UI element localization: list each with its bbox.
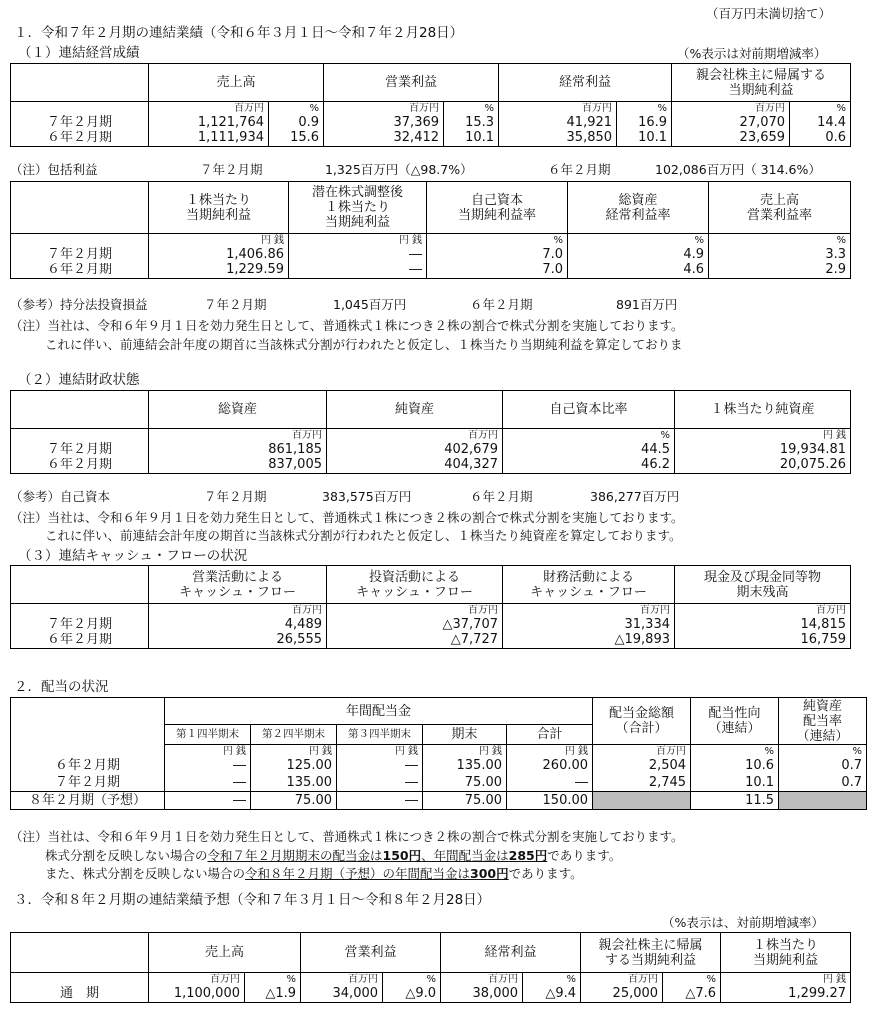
dividend-corner-lower [11, 725, 165, 745]
cell-sales: 1,100,000 [149, 986, 245, 1003]
cashflow-header-inv: 投資活動による キャッシュ・フロー [327, 566, 503, 604]
cell-assets: 861,185 [149, 442, 327, 458]
dividend-header-end: 期末 [423, 725, 507, 745]
unit-label: % [568, 234, 709, 247]
cell-diluted: ― [289, 247, 427, 263]
row-label: ６年２月期 [11, 263, 149, 279]
cell-op-cf: 4,489 [149, 617, 327, 633]
cell-margin: 3.3 [709, 247, 851, 263]
pershare-unit-label [11, 234, 149, 247]
unit-label: 百万円 [503, 604, 675, 617]
results-header-net: 親会社株主に帰属する 当期純利益 [672, 64, 851, 102]
pershare-corner [11, 182, 149, 234]
row-label: ６年２月期 [11, 633, 149, 649]
cell-total: 260.00 [507, 758, 593, 775]
unit-label: % [663, 973, 721, 986]
cell-roe: 7.0 [427, 247, 568, 263]
cell-net-pct: △7.6 [663, 986, 721, 1003]
forecast-corner [11, 933, 149, 973]
unit-label: 百万円 [593, 745, 691, 758]
cashflow-header-cash: 現金及び現金同等物 期末残高 [675, 566, 851, 604]
unit-label: 百万円 [675, 604, 851, 617]
table-row [11, 115, 851, 131]
pershare-header-eps: １株当たり 当期純利益 [149, 182, 289, 234]
table-row [11, 792, 867, 810]
pershare-header-roa: 総資産 経常利益率 [568, 182, 709, 234]
cell-roe: 7.0 [427, 263, 568, 279]
unit-label: % [709, 234, 851, 247]
unit-label: % [691, 745, 779, 758]
cell-amount: 2,504 [593, 758, 691, 775]
results-header-sales: 売上高 [149, 64, 324, 102]
pershare-note-2: これに伴い、前連結会計年度の期首に当該株式分割が行われたと仮定し、１株当たり当期純利益を算定しておりま [45, 337, 683, 352]
table-row [11, 775, 867, 792]
cell-doe: 0.7 [779, 758, 867, 775]
dividend-note-1: （注）当社は、令和６年９月１日を効力発生日として、普通株式１株につき２株の割合で株式分割を実施しております。 [10, 829, 684, 844]
equity-fy7: ７年２月期 [204, 489, 267, 504]
equity-method-fy6: ６年２月期 [470, 297, 533, 312]
unit-label: 円 銭 [721, 973, 851, 986]
cell-q1: ― [165, 758, 251, 775]
cell-eps: 1,406.86 [149, 247, 289, 263]
cashflow-corner [11, 566, 149, 604]
cashflow-title: （３）連結キャッシュ・フローの状況 [18, 548, 248, 564]
unit-label: 百万円 [441, 973, 523, 986]
financial-unit-label [11, 429, 149, 442]
forecast-title: ３．令和８年２月期の連結業績予想（令和７年３月１日～令和８年２月28日） [14, 892, 491, 908]
cell-ratio: 44.5 [503, 442, 675, 458]
cell-q3: ― [337, 758, 423, 775]
cashflow-unit-label [11, 604, 149, 617]
forecast-header-sales: 売上高 [149, 933, 301, 973]
dividend-header-q2: 第２四半期末 [251, 725, 337, 745]
row-label: ８年２月期（予想） [11, 792, 165, 810]
cell-ord: 38,000 [441, 986, 523, 1003]
unit-label: 円 銭 [675, 429, 851, 442]
cell-net-pct: 14.4 [790, 115, 851, 131]
dividend-table [10, 697, 867, 810]
comprehensive-fy6: ６年２月期 [548, 162, 611, 177]
forecast-header-eps: １株当たり 当期純利益 [721, 933, 851, 973]
row-label: ６年２月期 [11, 458, 149, 474]
cell-ord-pct: △9.4 [523, 986, 581, 1003]
table-row [11, 458, 851, 474]
unit-label: 円 銭 [423, 745, 507, 758]
cell-net: 25,000 [581, 986, 663, 1003]
cashflow-header-fin: 財務活動による キャッシュ・フロー [503, 566, 675, 604]
forecast-table [10, 932, 851, 1003]
unit-label: 円 銭 [337, 745, 423, 758]
cell-cash: 14,815 [675, 617, 851, 633]
table-row [11, 247, 851, 263]
unit-label: 百万円 [301, 973, 383, 986]
forecast-unit-label [11, 973, 149, 986]
equity-fy7-value: 383,575百万円 [322, 489, 412, 504]
financial-header-bps: １株当たり純資産 [675, 391, 851, 429]
cell-total: 150.00 [507, 792, 593, 810]
cell-op: 32,412 [324, 131, 444, 147]
unit-label: % [503, 429, 675, 442]
cell-ratio: 46.2 [503, 458, 675, 474]
cell-net: 23,659 [672, 131, 790, 147]
unit-label: % [269, 102, 324, 115]
table-row [11, 442, 851, 458]
unit-label: % [427, 234, 568, 247]
cell-payout: 10.1 [691, 775, 779, 792]
cell-fin-cf: △19,893 [503, 633, 675, 649]
dividend-title: ２．配当の状況 [14, 679, 109, 695]
cell-eps: 1,229.59 [149, 263, 289, 279]
cell-q3: ― [337, 775, 423, 792]
financial-corner [11, 391, 149, 429]
cell-doe: 0.7 [779, 775, 867, 792]
cell-roa: 4.6 [568, 263, 709, 279]
cell-cash: 16,759 [675, 633, 851, 649]
cell-ord-pct: 10.1 [617, 131, 672, 147]
table-row [11, 131, 851, 147]
row-label: ７年２月期 [11, 775, 165, 792]
unit-label: % [779, 745, 867, 758]
cell-margin: 2.9 [709, 263, 851, 279]
financial-note-1: （注）当社は、令和６年９月１日を効力発生日として、普通株式１株につき２株の割合で株式分割を実施しております。 [10, 510, 684, 525]
dividend-unit-label [11, 745, 165, 758]
table-row [11, 633, 851, 649]
unit-label: 百万円 [581, 973, 663, 986]
dividend-header-total: 合計 [507, 725, 593, 745]
cell-sales: 1,111,934 [149, 131, 269, 147]
unit-label: 百万円 [149, 429, 327, 442]
cell-amount-shaded [593, 792, 691, 810]
unit-label: 百万円 [327, 429, 503, 442]
table-row [11, 986, 851, 1003]
dividend-note-2: 株式分割を反映しない場合の令和７年２月期期末の配当金は150円、年間配当金は285円であります。 [45, 848, 622, 863]
cell-payout: 11.5 [691, 792, 779, 810]
cell-total: ― [507, 775, 593, 792]
pershare-header-roe: 自己資本 当期純利益率 [427, 182, 568, 234]
row-label: ７年２月期 [11, 247, 149, 263]
forecast-header-op: 営業利益 [301, 933, 441, 973]
forecast-header-net: 親会社株主に帰属 する当期純利益 [581, 933, 721, 973]
section1-1-note: （%表示は対前期増減率） [677, 46, 827, 61]
dividend-payout-header: 配当性向 （連結） [691, 698, 779, 745]
section1-1-title: （１）連結経営成績 [18, 45, 140, 61]
unit-label: 円 銭 [165, 745, 251, 758]
unit-label: % [245, 973, 301, 986]
cell-q1: ― [165, 775, 251, 792]
results-table [10, 63, 851, 147]
cell-q2: 125.00 [251, 758, 337, 775]
dividend-total-header: 配当金総額 （合計） [593, 698, 691, 745]
cell-end: 75.00 [423, 775, 507, 792]
cell-sales-pct: 0.9 [269, 115, 324, 131]
cell-q2: 75.00 [251, 792, 337, 810]
financial-note-2: これに伴い、前連結会計年度の期首に当該株式分割が行われたと仮定し、１株当たり純資産を算定しております。 [45, 528, 682, 543]
unit-label: % [383, 973, 441, 986]
row-label: ６年２月期 [11, 758, 165, 775]
unit-label: % [444, 102, 499, 115]
cell-fin-cf: 31,334 [503, 617, 675, 633]
cell-payout: 10.6 [691, 758, 779, 775]
forecast-note: （%表示は、対前期増減率） [662, 915, 824, 930]
unit-label: 百万円 [149, 102, 269, 115]
dividend-doe-header: 純資産 配当率 （連結） [779, 698, 867, 745]
cell-ord: 41,921 [499, 115, 617, 131]
cell-end: 135.00 [423, 758, 507, 775]
financial-header-assets: 総資産 [149, 391, 327, 429]
unit-label: % [523, 973, 581, 986]
cell-op-pct: △9.0 [383, 986, 441, 1003]
equity-label: （参考）自己資本 [10, 489, 111, 504]
unit-label: 百万円 [324, 102, 444, 115]
unit-label: 円 銭 [289, 234, 427, 247]
cell-doe-shaded [779, 792, 867, 810]
equity-fy6: ６年２月期 [470, 489, 533, 504]
cell-eps: 1,299.27 [721, 986, 851, 1003]
financial-title: （２）連結財政状態 [18, 372, 140, 388]
cell-ord-pct: 16.9 [617, 115, 672, 131]
cell-net: 27,070 [672, 115, 790, 131]
pershare-header-margin: 売上高 営業利益率 [709, 182, 851, 234]
unit-label: 百万円 [149, 604, 327, 617]
cell-inv-cf: △37,707 [327, 617, 503, 633]
cell-diluted: ― [289, 263, 427, 279]
comprehensive-fy7: ７年２月期 [200, 162, 263, 177]
unit-label: 円 銭 [149, 234, 289, 247]
cell-op: 34,000 [301, 986, 383, 1003]
equity-method-fy6-value: 891百万円 [616, 297, 678, 312]
results-corner [11, 64, 149, 102]
unit-label: 円 銭 [507, 745, 593, 758]
results-unit-row-label [11, 102, 149, 115]
cell-bps: 20,075.26 [675, 458, 851, 474]
results-header-ord: 経常利益 [499, 64, 672, 102]
cell-bps: 19,934.81 [675, 442, 851, 458]
financial-header-net-assets: 純資産 [327, 391, 503, 429]
financial-table [10, 390, 851, 474]
comprehensive-fy7-value: 1,325百万円（△98.7%） [325, 162, 473, 177]
table-row [11, 263, 851, 279]
dividend-header-q1: 第１四半期末 [165, 725, 251, 745]
table-row [11, 617, 851, 633]
equity-method-fy7: ７年２月期 [204, 297, 267, 312]
cell-op: 37,369 [324, 115, 444, 131]
financial-header-ratio: 自己資本比率 [503, 391, 675, 429]
cell-sales: 1,121,764 [149, 115, 269, 131]
cell-net-assets: 404,327 [327, 458, 503, 474]
cell-sales-pct: △1.9 [245, 986, 301, 1003]
cell-inv-cf: △7,727 [327, 633, 503, 649]
section1-title: １．令和７年２月期の連結業績（令和６年３月１日～令和７年２月28日） [14, 25, 464, 41]
cell-assets: 837,005 [149, 458, 327, 474]
cell-amount: 2,745 [593, 775, 691, 792]
unit-note: （百万円未満切捨て） [706, 6, 832, 21]
unit-label: 百万円 [499, 102, 617, 115]
table-row [11, 758, 867, 775]
dividend-note-3: また、株式分割を反映しない場合の令和８年２月期（予想）の年間配当金は300円であります。 [45, 866, 583, 881]
pershare-note-1: （注）当社は、令和６年９月１日を効力発生日として、普通株式１株につき２株の割合で株式分割を実施しております。 [10, 318, 684, 333]
unit-label: 円 銭 [251, 745, 337, 758]
cell-end: 75.00 [423, 792, 507, 810]
row-label: ７年２月期 [11, 115, 149, 131]
cell-op-cf: 26,555 [149, 633, 327, 649]
unit-label: 百万円 [149, 973, 245, 986]
unit-label: % [617, 102, 672, 115]
cashflow-table [10, 565, 851, 649]
dividend-header-q3: 第３四半期末 [337, 725, 423, 745]
cell-q1: ― [165, 792, 251, 810]
unit-label: % [790, 102, 851, 115]
dividend-corner [11, 698, 165, 725]
row-label: ７年２月期 [11, 442, 149, 458]
cell-q2: 135.00 [251, 775, 337, 792]
cell-roa: 4.9 [568, 247, 709, 263]
pershare-table [10, 181, 851, 279]
row-label: 通 期 [11, 986, 149, 1003]
comprehensive-label: （注）包括利益 [10, 162, 98, 177]
results-header-op: 営業利益 [324, 64, 499, 102]
comprehensive-fy6-value: 102,086百万円（ 314.6%） [655, 162, 821, 177]
cell-ord: 35,850 [499, 131, 617, 147]
forecast-header-ord: 経常利益 [441, 933, 581, 973]
cashflow-header-op: 営業活動による キャッシュ・フロー [149, 566, 327, 604]
unit-label: 百万円 [327, 604, 503, 617]
equity-fy6-value: 386,277百万円 [590, 489, 680, 504]
equity-method-label: （参考）持分法投資損益 [10, 297, 148, 312]
equity-method-fy7-value: 1,045百万円 [333, 297, 407, 312]
cell-op-pct: 10.1 [444, 131, 499, 147]
cell-q3: ― [337, 792, 423, 810]
dividend-annual-header: 年間配当金 [165, 698, 593, 725]
cell-net-pct: 0.6 [790, 131, 851, 147]
row-label: ６年２月期 [11, 131, 149, 147]
cell-op-pct: 15.3 [444, 115, 499, 131]
row-label: ７年２月期 [11, 617, 149, 633]
cell-sales-pct: 15.6 [269, 131, 324, 147]
pershare-header-diluted: 潜在株式調整後 １株当たり 当期純利益 [289, 182, 427, 234]
cell-net-assets: 402,679 [327, 442, 503, 458]
unit-label: 百万円 [672, 102, 790, 115]
